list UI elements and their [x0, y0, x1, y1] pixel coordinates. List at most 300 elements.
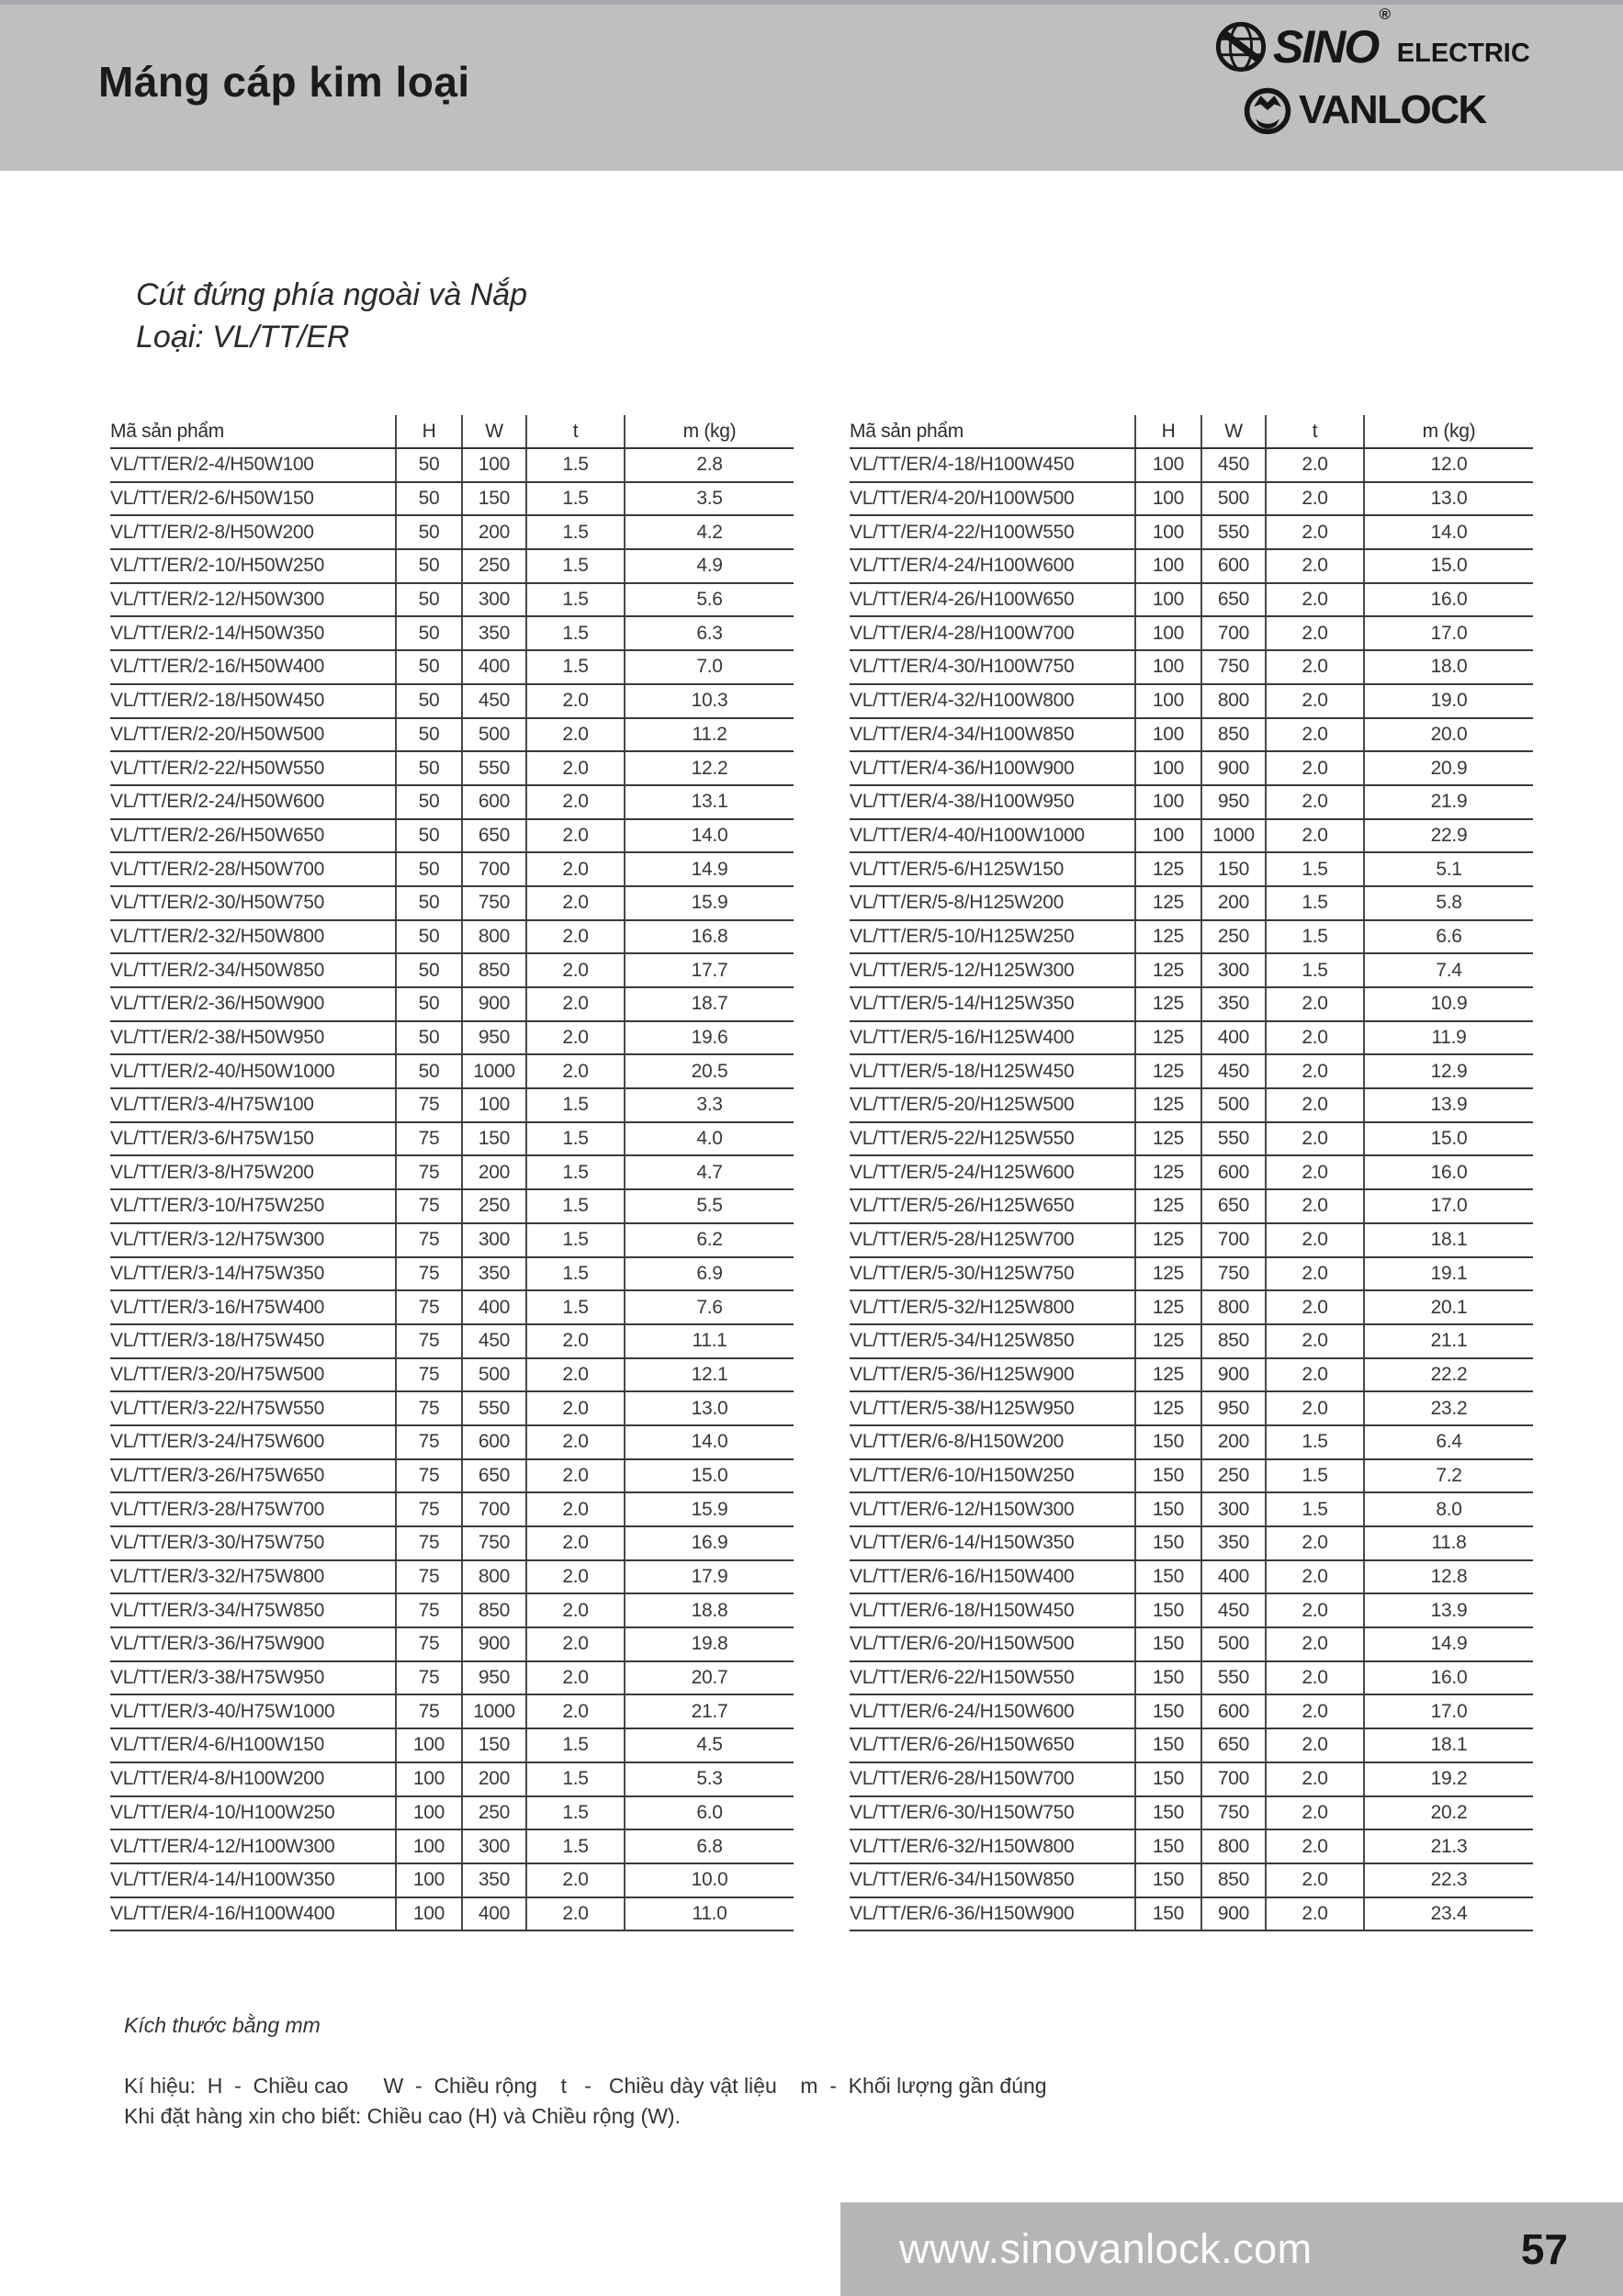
product-code-cell: VL/TT/ER/2-38/H50W950	[110, 1021, 396, 1055]
w-value-cell: 900	[1201, 1358, 1266, 1392]
m-value-cell: 5.3	[625, 1762, 794, 1796]
h-value-cell: 75	[396, 1290, 462, 1324]
m-value-cell: 7.2	[1364, 1459, 1533, 1493]
product-code-cell: VL/TT/ER/2-26/H50W650	[110, 819, 396, 853]
w-value-cell: 350	[1201, 1526, 1266, 1560]
t-value-cell: 2.0	[1266, 1661, 1364, 1695]
m-value-cell: 4.2	[625, 515, 794, 549]
h-value-cell: 125	[1135, 920, 1201, 954]
m-value-cell: 13.1	[625, 785, 794, 819]
w-value-cell: 600	[1201, 549, 1266, 583]
product-code-cell: VL/TT/ER/6-12/H150W300	[850, 1492, 1135, 1526]
w-value-cell: 1000	[462, 1694, 526, 1728]
m-value-cell: 5.1	[1364, 852, 1533, 886]
m-value-cell: 20.7	[625, 1661, 794, 1695]
w-value-cell: 350	[462, 1257, 526, 1291]
w-value-cell: 400	[1201, 1021, 1266, 1055]
h-value-cell: 50	[396, 718, 462, 752]
t-value-cell: 1.5	[526, 1829, 625, 1863]
registered-mark: ®	[1379, 6, 1389, 23]
header-h: H	[1135, 415, 1201, 448]
h-value-cell: 75	[396, 1189, 462, 1223]
m-value-cell: 16.0	[1364, 583, 1533, 617]
table-row	[110, 482, 794, 516]
m-value-cell: 5.6	[625, 583, 794, 617]
m-value-cell: 12.8	[1364, 1560, 1533, 1594]
product-code-cell: VL/TT/ER/2-34/H50W850	[110, 953, 396, 987]
w-value-cell: 450	[462, 684, 526, 718]
product-code-cell: VL/TT/ER/4-20/H100W500	[850, 482, 1135, 516]
h-value-cell: 125	[1135, 1054, 1201, 1088]
t-value-cell: 2.0	[1266, 650, 1364, 684]
header-product-code: Mã sản phẩm	[850, 415, 1135, 448]
w-value-cell: 200	[462, 1762, 526, 1796]
sino-electric-logo	[1214, 6, 1530, 73]
h-value-cell: 50	[396, 515, 462, 549]
m-value-cell: 5.8	[1364, 886, 1533, 920]
table-row	[850, 1492, 1533, 1526]
w-value-cell: 550	[1201, 515, 1266, 549]
w-value-cell: 250	[462, 1189, 526, 1223]
table-row	[850, 1694, 1533, 1728]
m-value-cell: 19.1	[1364, 1257, 1533, 1291]
h-value-cell: 125	[1135, 1155, 1201, 1189]
t-value-cell: 2.0	[1266, 1391, 1364, 1425]
t-value-cell: 1.5	[1266, 852, 1364, 886]
h-value-cell: 75	[396, 1560, 462, 1594]
m-value-cell: 19.2	[1364, 1762, 1533, 1796]
product-code-cell: VL/TT/ER/6-30/H150W750	[850, 1796, 1135, 1830]
w-value-cell: 300	[1201, 953, 1266, 987]
m-value-cell: 20.2	[1364, 1796, 1533, 1830]
product-code-cell: VL/TT/ER/6-36/H150W900	[850, 1897, 1135, 1931]
w-value-cell: 550	[1201, 1122, 1266, 1156]
table-row	[110, 1358, 794, 1392]
t-value-cell: 1.5	[526, 482, 625, 516]
w-value-cell: 300	[462, 1829, 526, 1863]
h-value-cell: 100	[396, 1863, 462, 1897]
t-value-cell: 2.0	[1266, 1358, 1364, 1392]
table-row	[850, 1459, 1533, 1493]
w-value-cell: 550	[1201, 1661, 1266, 1695]
vanlock-emblem-icon	[1242, 84, 1293, 136]
t-value-cell: 1.5	[526, 515, 625, 549]
product-code-cell: VL/TT/ER/6-8/H150W200	[850, 1425, 1135, 1459]
w-value-cell: 850	[1201, 718, 1266, 752]
table-row	[110, 1324, 794, 1358]
product-code-cell: VL/TT/ER/5-16/H125W400	[850, 1021, 1135, 1055]
product-code-cell: VL/TT/ER/3-4/H75W100	[110, 1088, 396, 1122]
m-value-cell: 18.8	[625, 1593, 794, 1627]
h-value-cell: 75	[396, 1088, 462, 1122]
product-table-left	[110, 415, 794, 1931]
t-value-cell: 2.0	[526, 1526, 625, 1560]
h-value-cell: 75	[396, 1627, 462, 1661]
w-value-cell: 100	[462, 448, 526, 482]
w-value-cell: 750	[1201, 1257, 1266, 1291]
table-row	[110, 684, 794, 718]
product-code-cell: VL/TT/ER/4-18/H100W450	[850, 448, 1135, 482]
h-value-cell: 50	[396, 583, 462, 617]
table-row	[110, 1661, 794, 1695]
t-value-cell: 2.0	[1266, 1223, 1364, 1257]
subtitle-line1: Cút đứng phía ngoài và Nắp	[136, 277, 528, 312]
t-value-cell: 1.5	[1266, 1492, 1364, 1526]
table-row	[110, 1189, 794, 1223]
t-value-cell: 1.5	[1266, 886, 1364, 920]
t-value-cell: 2.0	[1266, 1054, 1364, 1088]
h-value-cell: 75	[396, 1492, 462, 1526]
m-value-cell: 6.6	[1364, 920, 1533, 954]
h-value-cell: 75	[396, 1593, 462, 1627]
product-code-cell: VL/TT/ER/3-14/H75W350	[110, 1257, 396, 1291]
t-value-cell: 1.5	[526, 1257, 625, 1291]
m-value-cell: 6.3	[625, 616, 794, 650]
product-code-cell: VL/TT/ER/3-38/H75W950	[110, 1661, 396, 1695]
h-value-cell: 100	[1135, 616, 1201, 650]
m-value-cell: 15.0	[625, 1459, 794, 1493]
m-value-cell: 16.8	[625, 920, 794, 954]
h-value-cell: 75	[396, 1694, 462, 1728]
h-value-cell: 100	[396, 1728, 462, 1762]
h-value-cell: 150	[1135, 1829, 1201, 1863]
t-value-cell: 2.0	[1266, 1324, 1364, 1358]
h-value-cell: 125	[1135, 1257, 1201, 1291]
w-value-cell: 750	[1201, 1796, 1266, 1830]
h-value-cell: 100	[1135, 482, 1201, 516]
table-row	[110, 1257, 794, 1291]
h-value-cell: 125	[1135, 852, 1201, 886]
m-value-cell: 15.0	[1364, 549, 1533, 583]
m-value-cell: 2.8	[625, 448, 794, 482]
m-value-cell: 17.7	[625, 953, 794, 987]
table-row	[850, 852, 1533, 886]
t-value-cell: 2.0	[1266, 1762, 1364, 1796]
product-code-cell: VL/TT/ER/3-22/H75W550	[110, 1391, 396, 1425]
w-value-cell: 900	[1201, 1897, 1266, 1931]
w-value-cell: 950	[1201, 1391, 1266, 1425]
table-row	[110, 785, 794, 819]
m-value-cell: 19.8	[625, 1627, 794, 1661]
m-value-cell: 11.1	[625, 1324, 794, 1358]
table-row	[110, 1796, 794, 1830]
product-code-cell: VL/TT/ER/4-14/H100W350	[110, 1863, 396, 1897]
electric-wordmark: ELECTRIC	[1396, 38, 1530, 68]
page-title: Máng cáp kim loại	[98, 58, 470, 106]
w-value-cell: 250	[462, 1796, 526, 1830]
table-row	[850, 1358, 1533, 1392]
legend-note: Kí hiệu: H - Chiều cao W - Chiều rộng t - Chiều dày vật liệu m - Khối lượng gần đúng	[124, 2074, 1047, 2098]
t-value-cell: 2.0	[1266, 1189, 1364, 1223]
page-number: 57	[1520, 2225, 1568, 2273]
h-value-cell: 150	[1135, 1863, 1201, 1897]
w-value-cell: 750	[462, 886, 526, 920]
h-value-cell: 75	[396, 1425, 462, 1459]
product-code-cell: VL/TT/ER/2-28/H50W700	[110, 852, 396, 886]
w-value-cell: 850	[462, 1593, 526, 1627]
h-value-cell: 100	[396, 1762, 462, 1796]
subtitle-line2: Loại: VL/TT/ER	[136, 320, 350, 355]
t-value-cell: 2.0	[526, 1593, 625, 1627]
table-row	[850, 1155, 1533, 1189]
w-value-cell: 500	[1201, 482, 1266, 516]
t-value-cell: 2.0	[526, 920, 625, 954]
t-value-cell: 2.0	[1266, 448, 1364, 482]
w-value-cell: 750	[462, 1526, 526, 1560]
product-code-cell: VL/TT/ER/6-10/H150W250	[850, 1459, 1135, 1493]
w-value-cell: 250	[1201, 920, 1266, 954]
h-value-cell: 125	[1135, 1324, 1201, 1358]
h-value-cell: 50	[396, 953, 462, 987]
w-value-cell: 950	[462, 1021, 526, 1055]
product-code-cell: VL/TT/ER/2-4/H50W100	[110, 448, 396, 482]
product-code-cell: VL/TT/ER/4-12/H100W300	[110, 1829, 396, 1863]
product-code-cell: VL/TT/ER/6-26/H150W650	[850, 1728, 1135, 1762]
dimensions-note: Kích thước bằng mm	[124, 2013, 321, 2037]
table-row	[110, 1391, 794, 1425]
product-code-cell: VL/TT/ER/2-20/H50W500	[110, 718, 396, 752]
table-row	[110, 549, 794, 583]
w-value-cell: 700	[1201, 1223, 1266, 1257]
w-value-cell: 800	[1201, 1290, 1266, 1324]
t-value-cell: 2.0	[526, 718, 625, 752]
table-row	[850, 1762, 1533, 1796]
h-value-cell: 100	[1135, 650, 1201, 684]
product-code-cell: VL/TT/ER/4-32/H100W800	[850, 684, 1135, 718]
table-row	[110, 650, 794, 684]
sino-wordmark: SINO®	[1273, 6, 1389, 73]
table-header-row	[110, 415, 794, 448]
table-row	[110, 616, 794, 650]
m-value-cell: 6.0	[625, 1796, 794, 1830]
m-value-cell: 5.5	[625, 1189, 794, 1223]
product-code-cell: VL/TT/ER/2-18/H50W450	[110, 684, 396, 718]
m-value-cell: 7.6	[625, 1290, 794, 1324]
table-row	[850, 1021, 1533, 1055]
table-row	[850, 583, 1533, 617]
product-code-cell: VL/TT/ER/6-16/H150W400	[850, 1560, 1135, 1594]
m-value-cell: 13.9	[1364, 1088, 1533, 1122]
h-value-cell: 100	[1135, 819, 1201, 853]
h-value-cell: 150	[1135, 1897, 1201, 1931]
m-value-cell: 23.4	[1364, 1897, 1533, 1931]
m-value-cell: 12.0	[1364, 448, 1533, 482]
table-row	[850, 987, 1533, 1021]
product-code-cell: VL/TT/ER/5-28/H125W700	[850, 1223, 1135, 1257]
product-code-cell: VL/TT/ER/6-20/H150W500	[850, 1627, 1135, 1661]
vanlock-wordmark: VANLOCK	[1299, 87, 1486, 132]
w-value-cell: 700	[1201, 616, 1266, 650]
h-value-cell: 75	[396, 1257, 462, 1291]
m-value-cell: 10.3	[625, 684, 794, 718]
t-value-cell: 2.0	[526, 1694, 625, 1728]
h-value-cell: 100	[1135, 515, 1201, 549]
table-row	[110, 852, 794, 886]
m-value-cell: 15.9	[625, 1492, 794, 1526]
m-value-cell: 4.5	[625, 1728, 794, 1762]
m-value-cell: 10.9	[1364, 987, 1533, 1021]
h-value-cell: 75	[396, 1155, 462, 1189]
product-code-cell: VL/TT/ER/2-36/H50W900	[110, 987, 396, 1021]
w-value-cell: 400	[462, 1897, 526, 1931]
product-code-cell: VL/TT/ER/2-40/H50W1000	[110, 1054, 396, 1088]
t-value-cell: 2.0	[1266, 1122, 1364, 1156]
table-row	[850, 785, 1533, 819]
m-value-cell: 22.3	[1364, 1863, 1533, 1897]
h-value-cell: 50	[396, 549, 462, 583]
w-value-cell: 600	[1201, 1155, 1266, 1189]
h-value-cell: 100	[1135, 684, 1201, 718]
w-value-cell: 900	[1201, 751, 1266, 785]
h-value-cell: 50	[396, 684, 462, 718]
table-row	[850, 1863, 1533, 1897]
table-row	[850, 1223, 1533, 1257]
w-value-cell: 500	[1201, 1627, 1266, 1661]
m-value-cell: 15.0	[1364, 1122, 1533, 1156]
product-code-cell: VL/TT/ER/4-34/H100W850	[850, 718, 1135, 752]
table-row	[110, 1155, 794, 1189]
w-value-cell: 650	[1201, 583, 1266, 617]
t-value-cell: 2.0	[1266, 549, 1364, 583]
m-value-cell: 19.6	[625, 1021, 794, 1055]
h-value-cell: 150	[1135, 1425, 1201, 1459]
product-code-cell: VL/TT/ER/4-24/H100W600	[850, 549, 1135, 583]
m-value-cell: 14.9	[1364, 1627, 1533, 1661]
table-row	[110, 920, 794, 954]
t-value-cell: 2.0	[1266, 1526, 1364, 1560]
w-value-cell: 200	[1201, 1425, 1266, 1459]
w-value-cell: 450	[1201, 1593, 1266, 1627]
h-value-cell: 100	[1135, 448, 1201, 482]
m-value-cell: 20.9	[1364, 751, 1533, 785]
table-row	[850, 1560, 1533, 1594]
product-code-cell: VL/TT/ER/3-8/H75W200	[110, 1155, 396, 1189]
table-row	[110, 1088, 794, 1122]
product-code-cell: VL/TT/ER/5-38/H125W950	[850, 1391, 1135, 1425]
product-code-cell: VL/TT/ER/3-18/H75W450	[110, 1324, 396, 1358]
t-value-cell: 2.0	[1266, 751, 1364, 785]
w-value-cell: 950	[462, 1661, 526, 1695]
t-value-cell: 2.0	[526, 1425, 625, 1459]
table-header-row	[850, 415, 1533, 448]
m-value-cell: 16.0	[1364, 1661, 1533, 1695]
m-value-cell: 4.0	[625, 1122, 794, 1156]
table-row	[110, 1492, 794, 1526]
t-value-cell: 2.0	[1266, 819, 1364, 853]
w-value-cell: 850	[1201, 1863, 1266, 1897]
w-value-cell: 800	[1201, 1829, 1266, 1863]
t-value-cell: 1.5	[526, 1796, 625, 1830]
w-value-cell: 450	[1201, 1054, 1266, 1088]
w-value-cell: 850	[1201, 1324, 1266, 1358]
product-code-cell: VL/TT/ER/6-22/H150W550	[850, 1661, 1135, 1695]
product-code-cell: VL/TT/ER/3-30/H75W750	[110, 1526, 396, 1560]
w-value-cell: 350	[462, 1863, 526, 1897]
table-row	[110, 1223, 794, 1257]
m-value-cell: 20.0	[1364, 718, 1533, 752]
m-value-cell: 12.2	[625, 751, 794, 785]
product-code-cell: VL/TT/ER/2-14/H50W350	[110, 616, 396, 650]
h-value-cell: 75	[396, 1324, 462, 1358]
w-value-cell: 150	[462, 1122, 526, 1156]
table-row	[110, 1627, 794, 1661]
product-code-cell: VL/TT/ER/3-34/H75W850	[110, 1593, 396, 1627]
t-value-cell: 2.0	[1266, 1897, 1364, 1931]
product-code-cell: VL/TT/ER/3-40/H75W1000	[110, 1694, 396, 1728]
m-value-cell: 17.0	[1364, 616, 1533, 650]
m-value-cell: 4.9	[625, 549, 794, 583]
w-value-cell: 600	[462, 785, 526, 819]
table-row	[110, 751, 794, 785]
product-code-cell: VL/TT/ER/4-28/H100W700	[850, 616, 1135, 650]
t-value-cell: 2.0	[1266, 616, 1364, 650]
w-value-cell: 450	[1201, 448, 1266, 482]
m-value-cell: 14.0	[625, 1425, 794, 1459]
h-value-cell: 150	[1135, 1526, 1201, 1560]
table-row	[110, 1762, 794, 1796]
m-value-cell: 14.0	[625, 819, 794, 853]
h-value-cell: 150	[1135, 1593, 1201, 1627]
table-row	[110, 718, 794, 752]
table-row	[850, 1661, 1533, 1695]
table-row	[110, 1459, 794, 1493]
product-code-cell: VL/TT/ER/6-28/H150W700	[850, 1762, 1135, 1796]
h-value-cell: 150	[1135, 1694, 1201, 1728]
table-row	[110, 987, 794, 1021]
m-value-cell: 8.0	[1364, 1492, 1533, 1526]
w-value-cell: 400	[1201, 1560, 1266, 1594]
t-value-cell: 2.0	[1266, 1694, 1364, 1728]
table-row	[850, 1122, 1533, 1156]
h-value-cell: 150	[1135, 1762, 1201, 1796]
m-value-cell: 11.0	[625, 1897, 794, 1931]
table-row	[850, 1526, 1533, 1560]
table-row	[850, 1088, 1533, 1122]
table-row	[850, 1324, 1533, 1358]
product-code-cell: VL/TT/ER/3-28/H75W700	[110, 1492, 396, 1526]
t-value-cell: 1.5	[526, 616, 625, 650]
product-code-cell: VL/TT/ER/5-8/H125W200	[850, 886, 1135, 920]
product-code-cell: VL/TT/ER/5-18/H125W450	[850, 1054, 1135, 1088]
t-value-cell: 1.5	[526, 1290, 625, 1324]
table-row	[850, 886, 1533, 920]
product-code-cell: VL/TT/ER/6-34/H150W850	[850, 1863, 1135, 1897]
m-value-cell: 18.7	[625, 987, 794, 1021]
w-value-cell: 650	[1201, 1728, 1266, 1762]
product-code-cell: VL/TT/ER/5-20/H125W500	[850, 1088, 1135, 1122]
product-code-cell: VL/TT/ER/3-20/H75W500	[110, 1358, 396, 1392]
table-row	[110, 1425, 794, 1459]
product-code-cell: VL/TT/ER/4-38/H100W950	[850, 785, 1135, 819]
table-row	[850, 482, 1533, 516]
t-value-cell: 2.0	[526, 1492, 625, 1526]
h-value-cell: 50	[396, 852, 462, 886]
h-value-cell: 50	[396, 1021, 462, 1055]
m-value-cell: 11.8	[1364, 1526, 1533, 1560]
w-value-cell: 600	[1201, 1694, 1266, 1728]
table-row	[850, 616, 1533, 650]
product-code-cell: VL/TT/ER/2-6/H50W150	[110, 482, 396, 516]
table-row	[110, 448, 794, 482]
product-code-cell: VL/TT/ER/2-12/H50W300	[110, 583, 396, 617]
table-row	[850, 1593, 1533, 1627]
t-value-cell: 2.0	[526, 1661, 625, 1695]
table-row	[850, 549, 1533, 583]
w-value-cell: 650	[462, 819, 526, 853]
m-value-cell: 7.4	[1364, 953, 1533, 987]
table-row	[850, 684, 1533, 718]
t-value-cell: 1.5	[526, 1762, 625, 1796]
